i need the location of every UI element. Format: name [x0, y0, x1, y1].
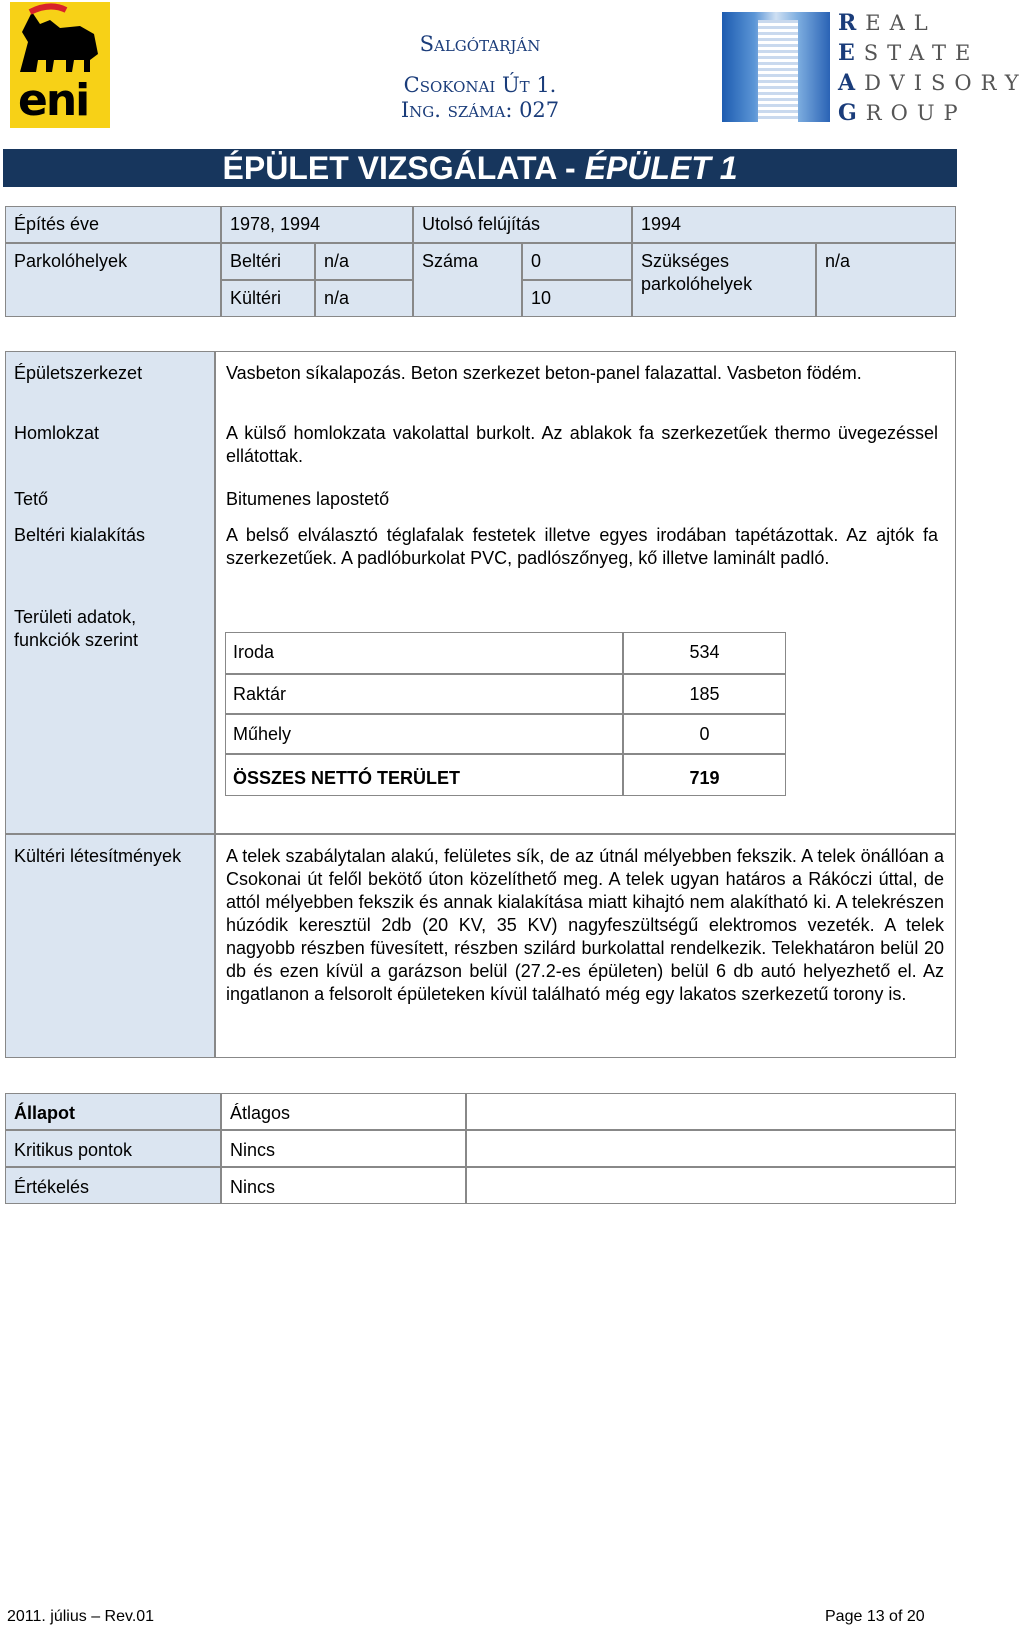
rea-word-3: ADVISORY [838, 70, 1028, 96]
rea-word-1: REAL [838, 10, 937, 36]
interior-text: A belső elválasztó téglafalak festetek illetve egyes irodában tapétázottak. Az ajtók fa szerkezetűek. A padlóburkolat PVC, padlószőnyeg, kő illetve laminált padló. [226, 525, 938, 568]
state-value: Átlagos [221, 1093, 466, 1130]
area-total-label: ÖSSZES NETTÓ TERÜLET [225, 754, 623, 796]
outdoor-facilities-label: Kültéri létesítmények [5, 834, 215, 1058]
critical-points-extra [466, 1130, 956, 1167]
count-outdoor: 10 [522, 280, 632, 317]
outdoor-label: Kültéri [221, 280, 315, 317]
outdoor-facilities-text: A telek szabálytalan alakú, felületes sík, de az útnál mélyebben fekszik. A telek önállóan a Csokonai út felől bekötő úton közelíthető meg. A telek ugyan határos a Rákóczi úttal, de attól mélyebben fekszik és annak kialakítása miatt kihajtó nem alakítható ki. A telekrészen húzódik keresztül 2db (20 KV, 35 KV) nagyfeszültségű elektromos vezeték. A telek nagyobb részben füvesített, részben szilárd burkolattal rendelkezik. Telekhatáron belül 20 db és ezen kívül a garázson belül (27.2-es épületen) belül 6 db autó helyezhető el. Az ingatlanon a felsorolt épületeken kívül található még egy lakatos szerkezetű torony is. [215, 834, 956, 1058]
state-label: Állapot [5, 1093, 221, 1130]
area-row-value: 185 [623, 674, 786, 714]
rea-logo-text [838, 8, 1028, 128]
interior-label: Beltéri kialakítás [14, 525, 146, 545]
count-indoor: 0 [522, 243, 632, 280]
count-label: Száma [413, 243, 522, 317]
page-title: ÉPÜLET VIZSGÁLATA - ÉPÜLET 1 [3, 149, 957, 187]
parking-label: Parkolóhelyek [5, 243, 221, 317]
city-heading: Salgótarján [419, 32, 541, 56]
renovation-label: Utolsó felújítás [413, 206, 632, 243]
roof-text: Bitumenes lapostető [226, 489, 390, 509]
required-parking-value: n/a [816, 243, 956, 317]
facade-text: A külső homlokzata vakolattal burkolt. Az ablakok fa szerkezetűek thermo üvegezéssel ellátottak. [226, 423, 938, 466]
area-total-value: 719 [623, 754, 786, 796]
structure-text: Vasbeton síkalapozás. Beton szerkezet beton-panel falazattal. Vasbeton födém. [226, 363, 862, 383]
area-label: Területi adatok, funkciók szerint [14, 607, 139, 650]
eni-logo-text: eni [18, 75, 89, 126]
rea-logo-building [722, 12, 830, 122]
build-year-value: 1978, 1994 [221, 206, 413, 243]
rea-word-2: ESTATE [838, 40, 980, 66]
renovation-value: 1994 [632, 206, 956, 243]
eni-logo [10, 2, 110, 128]
state-extra [466, 1093, 956, 1130]
ing-number: Ing. száma: 027 [400, 98, 560, 122]
evaluation-value: Nincs [221, 1167, 466, 1204]
area-row-value: 0 [623, 714, 786, 754]
evaluation-label: Értékelés [5, 1167, 221, 1204]
area-row-name: Iroda [225, 632, 623, 674]
critical-points-value: Nincs [221, 1130, 466, 1167]
area-row-name: Raktár [225, 674, 623, 714]
outdoor-value: n/a [315, 280, 413, 317]
structure-label: Épületszerkezet [14, 363, 143, 383]
facade-label: Homlokzat [14, 423, 100, 443]
build-year-label: Építés éve [5, 206, 221, 243]
required-parking-label: Szükséges parkolóhelyek [632, 243, 816, 317]
critical-points-label: Kritikus pontok [5, 1130, 221, 1167]
evaluation-extra [466, 1167, 956, 1204]
six-legged-dog-icon [10, 2, 110, 82]
address-heading: Csokonai Út 1. [403, 73, 557, 97]
roof-label: Tető [14, 489, 49, 509]
footer-date: 2011. július – Rev.01 [7, 1608, 155, 1625]
description-label-column [5, 351, 215, 834]
area-row-value: 534 [623, 632, 786, 674]
indoor-value: n/a [315, 243, 413, 280]
rea-word-4: GROUP [838, 100, 967, 126]
indoor-label: Beltéri [221, 243, 315, 280]
area-row-name: Műhely [225, 714, 623, 754]
footer-page-number: Page 13 of 20 [825, 1608, 925, 1625]
description-text-column [215, 351, 956, 834]
